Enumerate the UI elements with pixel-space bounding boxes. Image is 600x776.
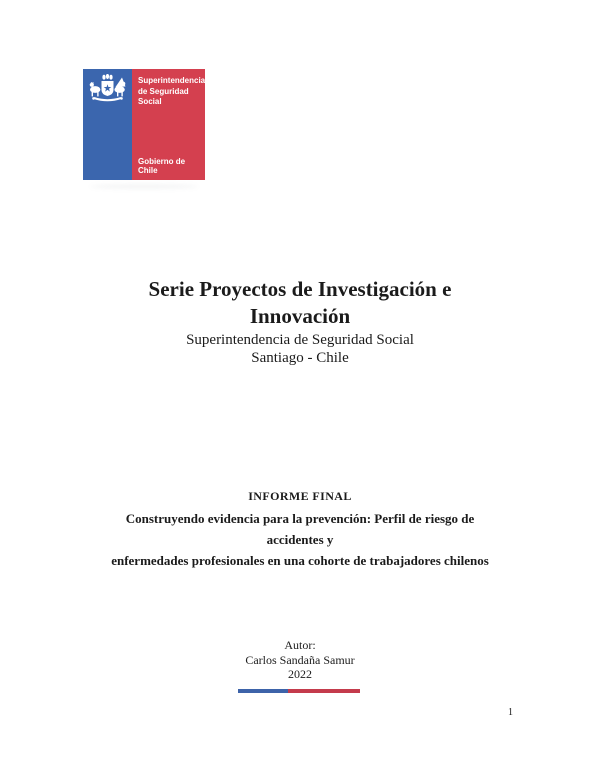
study-title [100,508,500,571]
page-number: 1 [508,707,513,718]
author-block [0,638,600,682]
chile-coat-of-arms-icon [87,74,128,104]
institution-logo [83,69,205,180]
study-title-line-2: enfermedades profesionales en una cohorte de trabajadores chilenos [111,553,489,568]
flag-bar-blue-segment [238,689,288,693]
report-heading: INFORME FINAL [248,489,352,503]
author-name: Carlos Sandaña Samur [245,652,355,667]
publication-year: 2022 [288,667,312,681]
logo-blue-panel [83,69,132,180]
institution-subtitle: Superintendencia de Seguridad Social [186,332,414,348]
flag-bar-red-segment [288,689,360,693]
author-label: Autor: [284,638,316,652]
series-title [0,276,600,330]
logo-org-line-1: Superintendencia [138,76,206,85]
series-title-line-1: Serie Proyectos de Investigación e [148,277,452,301]
logo-org-line-2: de Seguridad [138,86,189,96]
logo-government-label: Gobierno de Chile [138,157,186,175]
series-title-block [0,276,600,367]
study-title-line-1: Construyendo evidencia para la prevención: Perfil de riesgo de accidentes y [125,511,475,547]
logo-red-panel [132,69,205,180]
flag-divider-bar [238,689,360,693]
logo-shadow [90,184,198,189]
location-subtitle: Santiago - Chile [251,349,349,366]
series-title-line-2: Innovación [249,304,351,328]
logo-org-name [138,76,206,108]
logo-org-line-3: Social [138,97,162,106]
